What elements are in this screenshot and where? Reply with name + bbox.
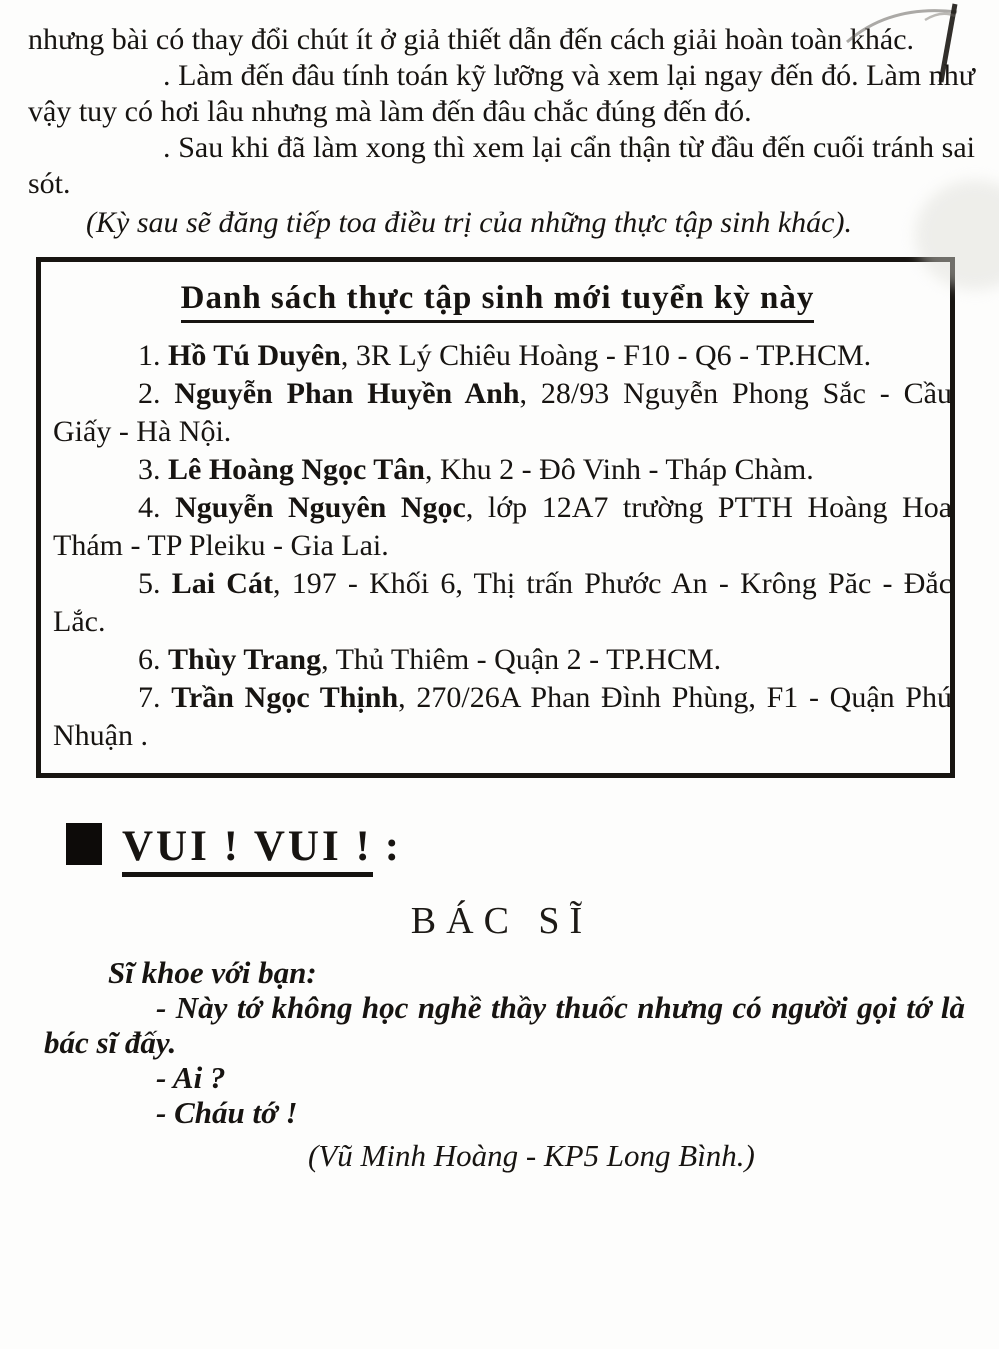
entry-number: 5. bbox=[138, 567, 172, 600]
trainee-entry bbox=[53, 489, 952, 565]
joke-body bbox=[44, 955, 975, 1130]
fun-section-heading: VUI ! VUI ! bbox=[122, 823, 373, 877]
entry-details: , 28/93 Nguyễn Phong Sắc - Cầu Giấy - Hà Nội. bbox=[53, 377, 952, 448]
entry-name: Thùy Trang bbox=[168, 643, 322, 676]
entry-details: , 270/26A Phan Đình Phùng, F1 - Quận Phú Nhuận . bbox=[53, 681, 952, 752]
fun-section-heading-colon: : bbox=[384, 823, 401, 870]
black-square-icon bbox=[66, 823, 102, 865]
joke-line: - Này tớ không học nghề thầy thuốc nhưng có người gọi tớ là bác sĩ đấy. bbox=[44, 990, 965, 1060]
intro-paragraph-italic-note: (Kỳ sau sẽ đăng tiếp toa điều trị của những thực tập sinh khác). bbox=[86, 206, 852, 239]
entry-number: 4. bbox=[138, 491, 176, 524]
entry-details: , 3R Lý Chiêu Hoàng - F10 - Q6 - TP.HCM. bbox=[340, 339, 872, 372]
entry-name: Nguyễn Phan Huyền Anh bbox=[174, 377, 520, 410]
entry-name: Hồ Tú Duyên bbox=[168, 339, 341, 372]
entry-details: , 197 - Khối 6, Thị trấn Phước An - Krông Păc - Đắc Lắc. bbox=[53, 567, 953, 638]
trainee-box-title-row bbox=[53, 280, 942, 317]
trainee-entry bbox=[53, 565, 952, 641]
entry-details: , Khu 2 - Đô Vinh - Tháp Chàm. bbox=[424, 453, 814, 486]
entry-name: Lai Cát bbox=[171, 567, 273, 600]
trainee-entry bbox=[53, 451, 952, 489]
joke-title: BÁC SĨ bbox=[410, 900, 593, 942]
trainee-entry bbox=[53, 679, 952, 755]
joke-line: - Ai ? bbox=[156, 1060, 226, 1095]
entry-number: 7. bbox=[138, 681, 172, 714]
entry-number: 1. bbox=[138, 339, 168, 372]
entry-number: 2. bbox=[138, 377, 175, 410]
trainee-entry bbox=[53, 641, 952, 679]
fun-section-heading-row bbox=[66, 818, 975, 871]
entry-details: , lớp 12A7 trường PTTH Hoàng Hoa Thám - TP Pleiku - Gia Lai. bbox=[53, 491, 953, 562]
pen-mark-artifact bbox=[829, 0, 999, 95]
entry-name: Lê Hoàng Ngọc Tân bbox=[168, 453, 425, 486]
trainee-box-title: Danh sách thực tập sinh mới tuyển kỳ này bbox=[181, 280, 815, 323]
joke-line: Sĩ khoe với bạn: bbox=[108, 955, 317, 990]
intro-paragraph-1: nhưng bài có thay đổi chút ít ở giả thiết dẫn đến cách giải hoàn toàn khác. bbox=[28, 23, 915, 56]
entry-number: 3. bbox=[138, 453, 168, 486]
joke-line: - Cháu tớ ! bbox=[156, 1095, 298, 1130]
entry-details: , Thủ Thiêm - Quận 2 - TP.HCM. bbox=[321, 643, 722, 676]
intro-paragraph-2: . Làm đến đâu tính toán kỹ lưỡng và xem lại ngay đến đó. Làm như vậy tuy có hơi lâu nhưng mà làm đến đâu chắc đúng đến đó. bbox=[28, 59, 975, 128]
entry-name: Nguyễn Nguyên Ngọc bbox=[175, 491, 466, 524]
entry-number: 6. bbox=[138, 643, 168, 676]
trainee-entry bbox=[53, 375, 952, 451]
intro-paragraph-3: . Sau khi đã làm xong thì xem lại cẩn thận từ đầu đến cuối tránh sai sót. bbox=[28, 131, 975, 200]
trainee-list-box bbox=[36, 257, 955, 778]
entry-name: Trần Ngọc Thịnh bbox=[171, 681, 399, 714]
trainee-entry bbox=[53, 337, 952, 375]
joke-attribution: (Vũ Minh Hoàng - KP5 Long Bình.) bbox=[308, 1138, 755, 1173]
